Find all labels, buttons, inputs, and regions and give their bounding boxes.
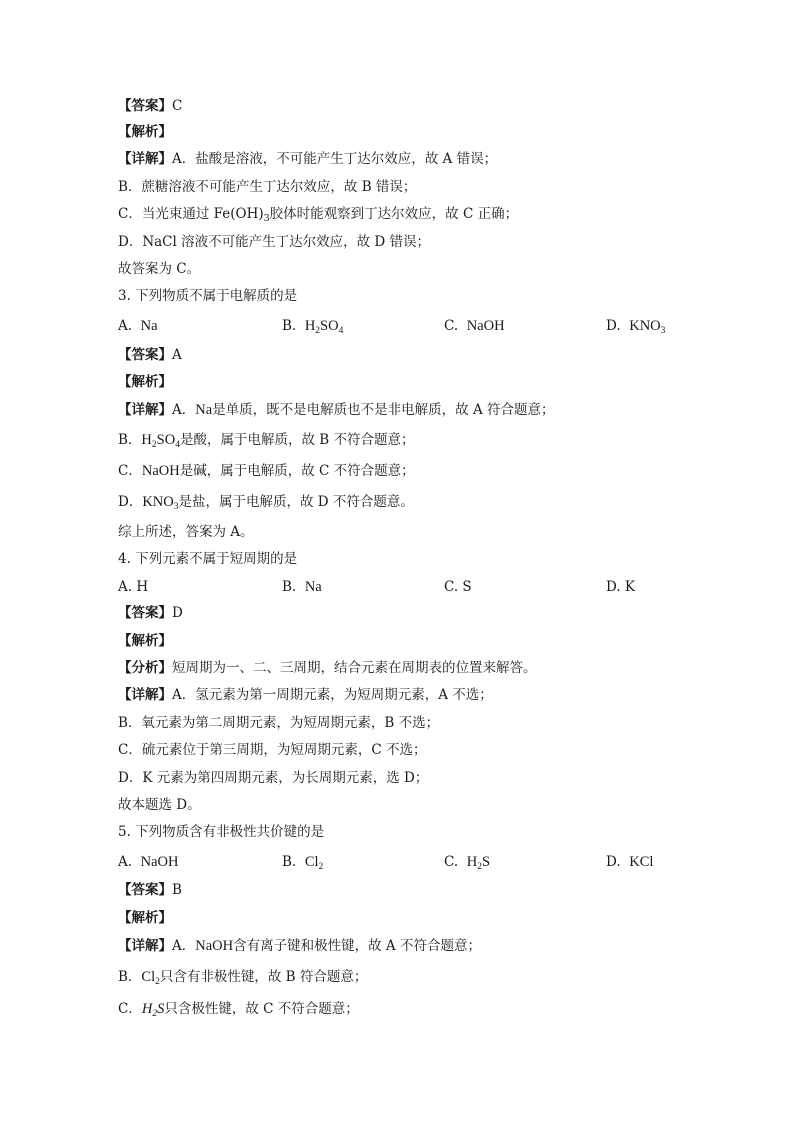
- option-b: B. Na: [282, 579, 322, 595]
- option-a: A. H: [118, 579, 149, 595]
- q3-detail-d: D．$KNO_3$是盐，属于电解质，故 D 不符合题意。: [118, 494, 414, 512]
- q5-analysis-tag: [118, 909, 172, 927]
- detail-text: 胶体时能观察到丁达尔效应，故 C 正确；: [269, 206, 519, 222]
- q2-answer-line: [118, 97, 182, 115]
- question-5-stem: 5. 下列物质含有非极性共价键的是: [118, 824, 325, 840]
- q5-answer-line: [118, 881, 182, 899]
- analysis-tag: 【解析】: [118, 633, 172, 649]
- option-d: D. $KNO_3$: [606, 318, 666, 336]
- option-a: A. NaOH: [118, 854, 179, 870]
- detail-text: C．当光束通过 Fe(OH): [118, 206, 264, 222]
- q4-detail-d: D．K 元素为第四周期元素，为长周期元素，选 D；: [118, 770, 429, 786]
- answer-value: A: [172, 347, 182, 363]
- q3-conclusion: 综上所述，答案为 A。: [118, 524, 254, 540]
- q3-answer-line: [118, 346, 182, 364]
- q2-analysis-tag: [118, 123, 172, 141]
- q4-answer-line: [118, 604, 183, 622]
- question-3-stem: 3. 下列物质不属于电解质的是: [118, 288, 298, 304]
- q2-conclusion: 故答案为 C。: [118, 261, 201, 277]
- answer-value: D: [172, 605, 183, 621]
- option-c: C. S: [444, 579, 472, 595]
- q3-detail-b: B．$H_2SO_4$是酸，属于电解质，故 B 不符合题意；: [118, 432, 415, 450]
- option-a: A. Na: [118, 318, 158, 334]
- analysis-tag: 【解析】: [118, 374, 172, 390]
- q4-detail-c: C．硫元素位于第三周期，为短周期元素，C 不选；: [118, 742, 427, 758]
- question-4-options: [118, 578, 678, 596]
- detail-tag: 【详解】: [118, 938, 172, 954]
- answer-tag: 【答案】: [118, 882, 172, 898]
- q2-detail-c: [118, 205, 518, 223]
- q4-analysis-tag: [118, 632, 172, 650]
- answer-tag: 【答案】: [118, 98, 172, 114]
- option-b: B. $Cl_2$: [282, 854, 324, 872]
- detail-tag: 【详解】: [118, 687, 172, 703]
- option-c: C. $H_2S$: [444, 854, 491, 872]
- q2-detail-a: [118, 150, 497, 168]
- q3-analysis-tag: [118, 373, 172, 391]
- option-d: D. KCl: [606, 854, 654, 870]
- q5-detail-c: C．$H_2S$只含极性键，故 C 不符合题意；: [118, 1001, 359, 1019]
- subscript: 3: [263, 213, 270, 224]
- analysis-tag: 【解析】: [118, 124, 172, 140]
- q3-detail-a: 【详解】A．Na是单质，既不是电解质也不是非电解质，故 A 符合题意；: [118, 402, 555, 418]
- analysis-tag: 【解析】: [118, 910, 172, 926]
- q5-detail-a: 【详解】A．NaOH含有离子键和极性键，故 A 不符合题意；: [118, 938, 481, 954]
- answer-tag: 【答案】: [118, 605, 172, 621]
- q4-conclusion: 故本题选 D。: [118, 797, 201, 813]
- question-5-options: [118, 853, 678, 871]
- detail-tag: 【详解】: [118, 402, 172, 418]
- answer-value: B: [172, 882, 182, 898]
- q4-detail-b: B．氧元素为第二周期元素，为短周期元素，B 不选；: [118, 715, 440, 731]
- question-3-options: [118, 317, 678, 335]
- q5-detail-b: B．$Cl_2$只含有非极性键，故 B 符合题意；: [118, 969, 368, 987]
- option-c: C. NaOH: [444, 318, 505, 334]
- detail-text: A．盐酸是溶液，不可能产生丁达尔效应，故 A 错误；: [172, 151, 498, 167]
- q3-detail-c: C．NaOH是碱，属于电解质，故 C 不符合题意；: [118, 463, 415, 479]
- detail-tag: 【详解】: [118, 151, 172, 167]
- option-b: B. $H_2SO_4$: [282, 318, 344, 336]
- question-4-stem: 4. 下列元素不属于短周期的是: [118, 551, 298, 567]
- answer-tag: 【答案】: [118, 347, 172, 363]
- answer-value: C: [172, 98, 183, 114]
- option-d: D. K: [606, 579, 636, 595]
- q2-detail-d: D．NaCl 溶液不可能产生丁达尔效应，故 D 错误；: [118, 234, 431, 250]
- q4-detail-a: 【详解】A．氢元素为第一周期元素，为短周期元素，A 不选；: [118, 687, 493, 703]
- q2-detail-b: B．蔗糖溶液不可能产生丁达尔效应，故 B 错误；: [118, 179, 417, 195]
- q4-analysis-text: 【分析】短周期为一、二、三周期，结合元素在周期表的位置来解答。: [118, 660, 537, 676]
- analysis-sub-tag: 【分析】: [118, 660, 172, 676]
